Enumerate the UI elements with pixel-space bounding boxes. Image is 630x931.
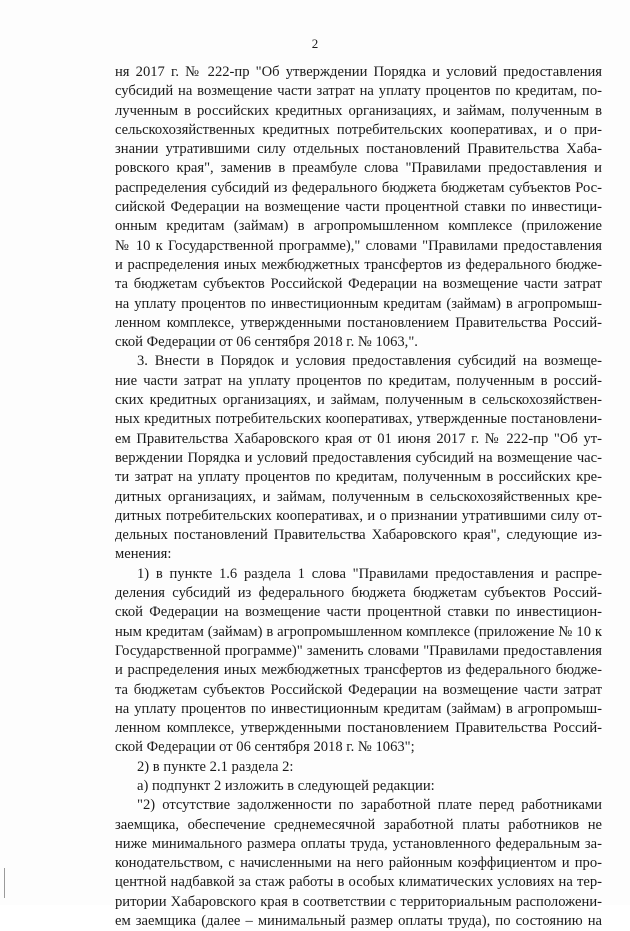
text-line: сийской Федерации на возмещение части процентной ставки по инвестици- [115, 199, 602, 216]
text-line: лученным в российских кредитных организациях, и займам, полученным в [115, 102, 602, 119]
text-line: ня 2017 г. № 222-пр "Об утверждении Порядка и условий предоставления [115, 64, 602, 80]
text-line: ленном комплексе, утвержденными постановлением Правительства Россий- [115, 314, 602, 331]
text-line: а) подпункт 2 изложить в следующей редакции: [137, 777, 435, 794]
document-body [115, 63, 602, 931]
text-line: ниже минимального размера оплаты труда, установленного федеральным за- [115, 835, 602, 852]
text-line: на уплату процентов по инвестиционным кредитам (займам) в агропромыш- [115, 295, 602, 312]
text-line: сельскохозяйственных кредитных потребительских кооперативах, и о при- [115, 121, 602, 138]
text-line: центной надбавкой за стаж работы в особых климатических условиях на тер- [115, 874, 602, 891]
text-line: ровского края", заменив в преамбуле слова "Правилами предоставления и [115, 160, 602, 177]
text-line: ным кредитам (займам) в агропромышленном комплексе (приложение № 10 к [115, 623, 602, 640]
text-line: менения: [115, 546, 172, 563]
text-line: заемщика, обеспечение среднемесячной заработной платы работников не [115, 816, 602, 833]
text-line: и распределения иных межбюджетных трансфертов из федерального бюдже- [115, 662, 602, 679]
text-line: дитных организациях, и займам, полученным в сельскохозяйственных кре- [115, 488, 602, 505]
text-line: ленном комплексе, утвержденными постановлением Правительства Россий- [115, 720, 602, 737]
text-line: ти затрат на уплату процентов по кредитам, полученным в российских кре- [115, 469, 602, 486]
text-line: ем заемщика (далее – минимальный размер оплаты труда), по состоянию на [115, 913, 602, 930]
text-line: 3. Внести в Порядок и условия предоставления субсидий на возмеще- [137, 353, 602, 370]
text-line: на уплату процентов по инвестиционным кредитам (займам) в агропромыш- [115, 700, 602, 717]
text-line: ской Федерации от 06 сентября 2018 г. № 1063"; [115, 739, 415, 756]
text-line: № 10 к Государственной программе)," словами "Правилами предоставления [115, 237, 602, 254]
text-line: ных кредитных потребительских кооперативах, утвержденные постановлени- [115, 411, 602, 428]
text-line: 2) в пункте 2.1 раздела 2: [137, 758, 294, 775]
text-line: деления субсидий из федерального бюджета бюджетам субъектов Россий- [115, 585, 602, 602]
text-line: ние части затрат на уплату процентов по кредитам, полученным в россий- [115, 372, 602, 389]
text-line: 1) в пункте 1.6 раздела 1 слова "Правилами предоставления и распре- [137, 565, 602, 582]
text-line: ской Федерации от 06 сентября 2018 г. № 1063,". [115, 334, 418, 351]
text-line: онным кредитам (займам) в агропромышленном комплексе (приложение [115, 218, 602, 235]
text-line: ской Федерации на возмещение части процентной ставки по инвестицион- [115, 604, 602, 621]
text-line: та бюджетам субъектов Российской Федерации на возмещение части затрат [115, 276, 602, 293]
text-line: та бюджетам субъектов Российской Федерации на возмещение части затрат [115, 681, 602, 698]
text-line: ритории Хабаровского края в соответствии с территориальным расположени- [115, 893, 602, 910]
text-line: дитных потребительских кооперативах, и о признании утратившими силу от- [115, 507, 602, 524]
text-line: ем Правительства Хабаровского края от 01 июня 2017 г. № 222-пр "Об ут- [115, 430, 602, 447]
text-line: распределения субсидий из федерального бюджета бюджетам субъектов Рос- [115, 179, 602, 196]
text-line: дельных постановлений Правительства Хабаровского края", следующие из- [115, 527, 602, 544]
text-line: "2) отсутствие задолженности по заработной плате перед работниками [137, 797, 602, 814]
text-line: верждении Порядка и условий предоставления субсидий на возмещение час- [115, 449, 602, 466]
text-line: Государственной программе)" заменить словами "Правилами предоставления [115, 642, 602, 659]
text-line: и распределения иных межбюджетных трансфертов из федерального бюдже- [115, 256, 602, 273]
text-line: субсидий на возмещение части затрат на уплату процентов по кредитам, по- [115, 83, 602, 100]
text-line: ских кредитных организациях, и займам, полученным в сельскохозяйствен- [115, 392, 602, 409]
scan-edge-mark [4, 868, 5, 898]
text-line: знании утратившими силу отдельных постановлений Правительства Хаба- [115, 141, 602, 158]
text-line: конодательством, с начисленными на него районным коэффициентом и про- [115, 855, 602, 872]
page-number: 2 [311, 36, 319, 51]
